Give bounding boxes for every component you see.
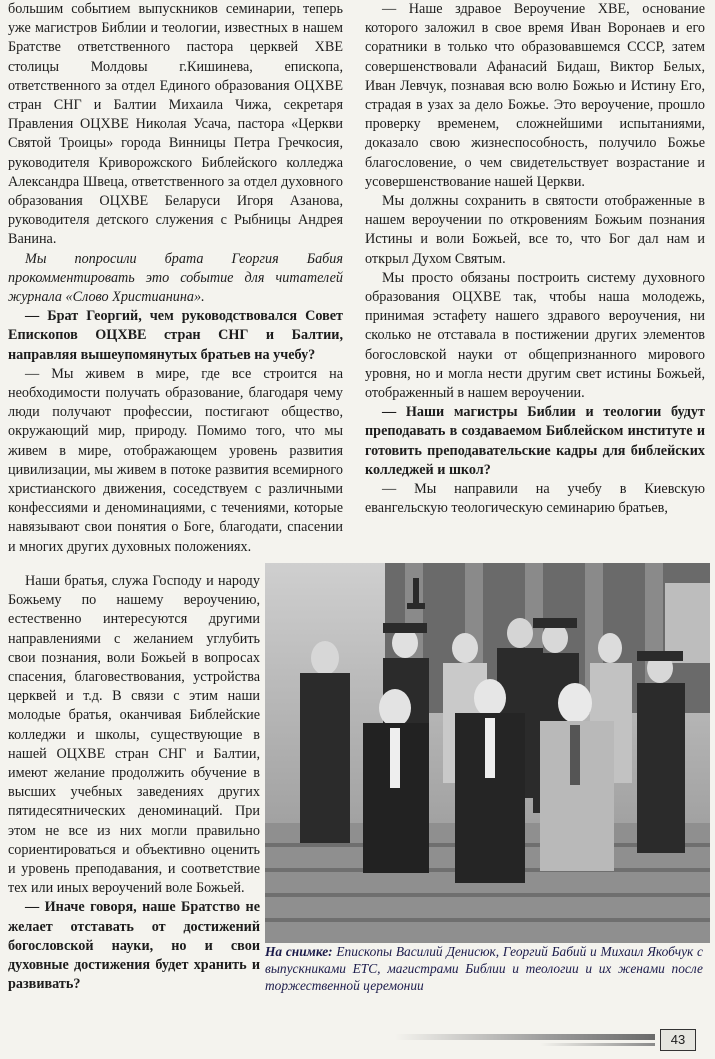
photo-caption bbox=[265, 943, 703, 994]
footer-decoration bbox=[395, 1034, 655, 1040]
right-column bbox=[365, 0, 705, 518]
group-photo bbox=[265, 563, 710, 943]
paragraph: большим событием выпускников семинарии, теперь уже магистров Библии и теологии, известных в нашем Братстве ответственного пастора церквей ХВЕ столицы Молдовы г.Кишинева, епископа, ответственного за отдел Единого образования ОЦХВЕ стран СНГ и Балтии Михаила Чижа, секретаря Правления ОЦХВЕ Николая Усача, пастора «Церкви Святой Троицы» города Винницы Петра Гречкосия, руководителя Криворожского Библейского колледжа Александра Швеца, ответственного за отдел духовного образования ОЦХВЕ Беларуси Игоря Азанова, руководителя детского служения с Рыбницы Андрея Ванина. bbox=[8, 1, 343, 248]
caption-lead: На снимке: bbox=[265, 944, 333, 959]
interview-question: — Наши магистры Библии и теологии будут преподавать в создаваемом Библейском институте и готовить преподавательские кадры для библейских колледжей и школ? bbox=[365, 404, 705, 478]
group-photo-image bbox=[265, 563, 710, 943]
paragraph: Мы должны сохранить в святости отображенные в нашем вероучении по откровениям Божьим познания Истины и воли Божьей, все то, что Бог дал нам и открыл Духом Святым. bbox=[365, 193, 705, 267]
interview-answer: — Наше здравое Вероучение ХВЕ, основание которого заложил в свое время Иван Воронаев и его соратники в только что образовавшемся СССР, затем совершенствовали Афанасий Бидаш, Виктор Белых, Иван Левчук, познавая всю волю Божью и Истину Его, страдая в узах за дело Божье. Это вероучение, прошло проверку временем, сложнейшими испытаниями, доказало свою жизнеспособность, получило Божье благословение, о чем свидетельствует возрастание и усовершенствование нашей Церкви. bbox=[365, 1, 705, 190]
page-number: 43 bbox=[660, 1029, 696, 1051]
caption-text: Епископы Василий Денисюк, Георгий Бабий и Михаил Якобчук с выпускниками ЕТС, магистрами Библии и теологии и их женами после торжественной церемонии bbox=[265, 944, 703, 993]
interview-answer: — Мы направили на учебу в Киевскую евангельскую теологическую семинарию братьев, bbox=[365, 481, 705, 517]
interview-question: — Брат Георгий, чем руководствовался Совет Епископов ОЦХВЕ стран СНГ и Балтии, направляя вышеупомянутых братьев на учебу? bbox=[8, 308, 343, 363]
intro-paragraph: Мы попросили брата Георгия Бабия прокомментировать это событие для читателей журнала «Слово Христианина». bbox=[8, 250, 343, 306]
interview-question: — Иначе говоря, наше Братство не желает отставать от достижений богословской науки, но и свои духовные достижения будет хранить и развивать? bbox=[8, 899, 260, 993]
left-column-top bbox=[8, 0, 343, 557]
paragraph: Мы просто обязаны построить систему духовного образования ОЦХВЕ так, чтобы наша молодежь, принимая эстафету нашего здравого вероучения, ни сколько не отставала в постижении других элементов богословской науки от общепризнанного мирового уровня, но и могла нести другим свет истины Божьей, отображенный в нашем вероучении. bbox=[365, 269, 705, 402]
interview-answer: — Мы живем в мире, где все строится на необходимости получать образование, благодаря чему люди получают профессии, постигают общество, окружающий мир, природу. Помимо того, что мы живем в мире, отображающем уровень развития цивилизации, мы живем в потоке развития всемирного христианского движения, соседствуем с различными конфессиями и деноминациями, с течениями, которые навязывают свои понятия о Боге, благодати, спасении и многих других духовных положениях. bbox=[8, 365, 343, 555]
footer-decoration bbox=[540, 1043, 655, 1046]
left-column-bottom bbox=[8, 572, 260, 994]
paragraph: Наши братья, служа Господу и народу Божьему по нашему вероучению, естественно интересуются другими направлениями с желанием углубить свои познания, воли Божьей в вопросах спасения, благовествования, устройства церквей и т.д. В связи с этим наши молодые братья, оканчивая Библейские колледжи и школы, существующие в нашей ОЦХВЕ стран СНГ и Балтии, имеют желание продолжить обучение в высших учебных заведениях других пятидесятнических деноминаций. При этом не все из них могли правильно сориентироваться и объективно оценить и уровень преподавания, и соответствие тех или иных вероучений воле Божьей. bbox=[8, 573, 260, 897]
